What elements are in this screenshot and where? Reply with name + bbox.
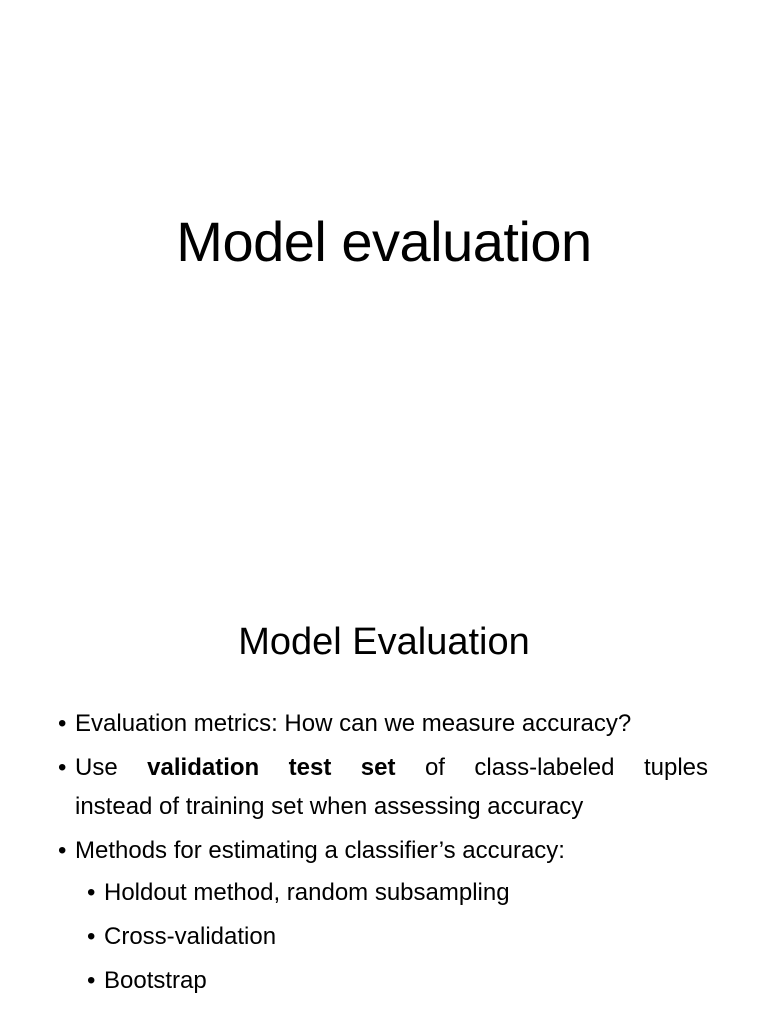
bullet-marker: • [87, 923, 96, 950]
bullet-line-1 [75, 748, 708, 787]
bullet-marker: • [87, 967, 96, 994]
slide-2 [0, 576, 768, 1024]
bullet-text [75, 748, 708, 826]
sub-bullet-item-3 [87, 963, 708, 999]
bullet-text: Evaluation metrics: How can we measure accuracy? [75, 710, 632, 737]
bullet-marker: • [58, 754, 67, 781]
bullet-item-1 [58, 704, 708, 743]
sub-bullet-item-1 [87, 875, 708, 911]
bullet-marker: • [58, 837, 67, 864]
bullet-rest: of class-labeled tuples [424, 754, 708, 781]
sub-bullet-text: Bootstrap [104, 967, 207, 994]
bullet-marker: • [87, 879, 96, 906]
sub-bullet-text: Holdout method, random subsampling [104, 879, 510, 906]
bullet-marker: • [58, 710, 67, 737]
bullet-item-2 [58, 748, 708, 826]
slide-2-title: Model Evaluation [238, 621, 530, 663]
bullet-prefix: Use [75, 754, 118, 781]
bullet-text: Methods for estimating a classifier’s accuracy: [75, 837, 565, 864]
sub-bullet-item-2 [87, 919, 708, 955]
slide-1-title: Model evaluation [176, 210, 592, 273]
bullet-line-2: instead of training set when assessing accuracy [75, 793, 584, 820]
sub-bullet-text: Cross-validation [104, 923, 277, 950]
bullet-bold-term: validation test set [147, 754, 396, 781]
bullet-list [58, 704, 708, 1007]
bullet-item-3 [58, 831, 708, 870]
